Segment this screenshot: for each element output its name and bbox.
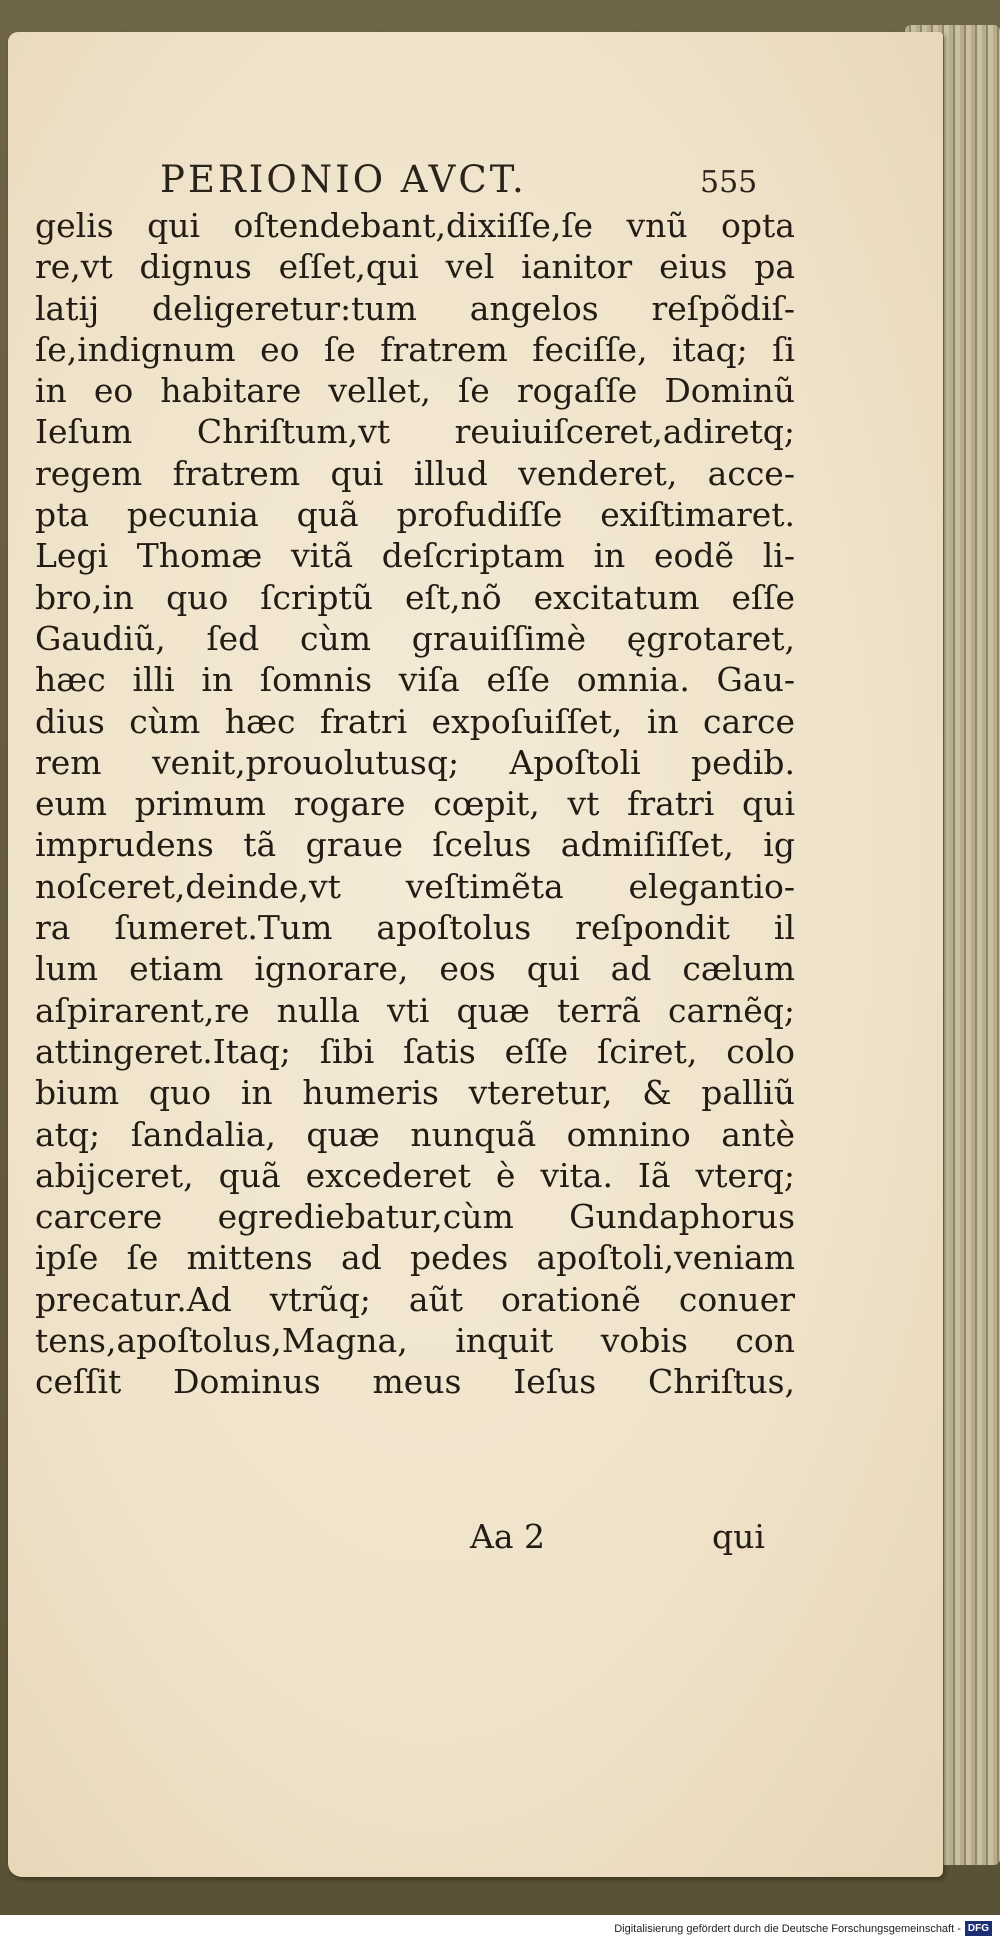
text-line: eum primum rogare cœpit, vt fratri qui [35, 784, 795, 824]
text-line: aſpirarent,re nulla vti quæ terrã carnẽq; [35, 990, 795, 1030]
footer-credit-text: Digitalisierung gefördert durch die Deutsche Forschungsgemeinschaft - [614, 1922, 961, 1935]
page-body-text [35, 205, 795, 1403]
text-line: Gaudiũ, ſed cùm grauiſſimè ęgrotaret, [35, 618, 795, 658]
text-line: bro,in quo ſcriptũ eſt,nõ excitatum eſſe [35, 577, 795, 617]
text-line: Ieſum Chriſtum,vt reuiuiſceret,adiretq; [35, 412, 795, 452]
text-line: atq; ſandalia, quæ nunquã omnino antè [35, 1114, 795, 1154]
text-line: regem fratrem qui illud venderet, acce- [35, 453, 795, 493]
text-line: tens,apoſtolus,Magna, inquit vobis con [35, 1321, 795, 1361]
text-line: carcere egrediebatur,cùm Gundaphorus [35, 1197, 795, 1237]
dfg-logo: DFG [965, 1921, 992, 1936]
text-line: gelis qui oſtendebant,dixiſſe,ſe vnũ opta [35, 206, 795, 245]
text-line: latij deligeretur:tum angelos reſpõdiſ- [35, 288, 795, 328]
text-line: ipſe ſe mittens ad pedes apoſtoli,veniam [35, 1238, 795, 1278]
text-line: dius cùm hæc fratri expoſuiſſet, in carce [35, 701, 795, 741]
text-line: precatur.Ad vtrũq; aũt orationẽ conuer [35, 1279, 795, 1319]
text-line: attingeret.Itaq; ſibi ſatis eſſe ſciret, colo [35, 1031, 795, 1071]
text-line: ceſſit Dominus meus Ieſus Chriſtus, [35, 1362, 795, 1402]
text-line: Legi Thomæ vitã deſcriptam in eodẽ li- [35, 536, 795, 576]
text-line: bium quo in humeris vteretur, & palliũ [35, 1073, 795, 1113]
text-line: rem venit,prouolutusq; Apoſtoli pedib. [35, 742, 795, 782]
footer-credit [614, 1921, 992, 1936]
catchword: qui [712, 1517, 765, 1556]
text-line: imprudens tã graue ſcelus admiſiſſet, ig [35, 825, 795, 865]
signature-mark: Aa 2 [470, 1517, 545, 1556]
text-line: ſe,indignum eo ſe fratrem feciſſe, itaq; ſi [35, 329, 795, 369]
text-line: ra ſumeret.Tum apoſtolus reſpondit il [35, 908, 795, 948]
text-line: pta pecunia quã profudiſſe exiſtimaret. [35, 495, 795, 535]
text-line: re,vt dignus eſſet,qui vel ianitor eius pa [35, 247, 795, 287]
text-line: abijceret, quã excederet è vita. Iã vterq; [35, 1155, 795, 1195]
text-line: noſceret,deinde,vt veſtimẽta elegantio- [35, 866, 795, 906]
text-line: in eo habitare vellet, ſe rogaſſe Dominũ [35, 371, 795, 411]
page-number: 555 [700, 165, 758, 200]
text-line: hæc illi in ſomnis viſa eſſe omnia. Gau- [35, 660, 795, 700]
text-line: lum etiam ignorare, eos qui ad cælum [35, 949, 795, 989]
running-title: PERIONIO AVCT. [160, 158, 527, 201]
